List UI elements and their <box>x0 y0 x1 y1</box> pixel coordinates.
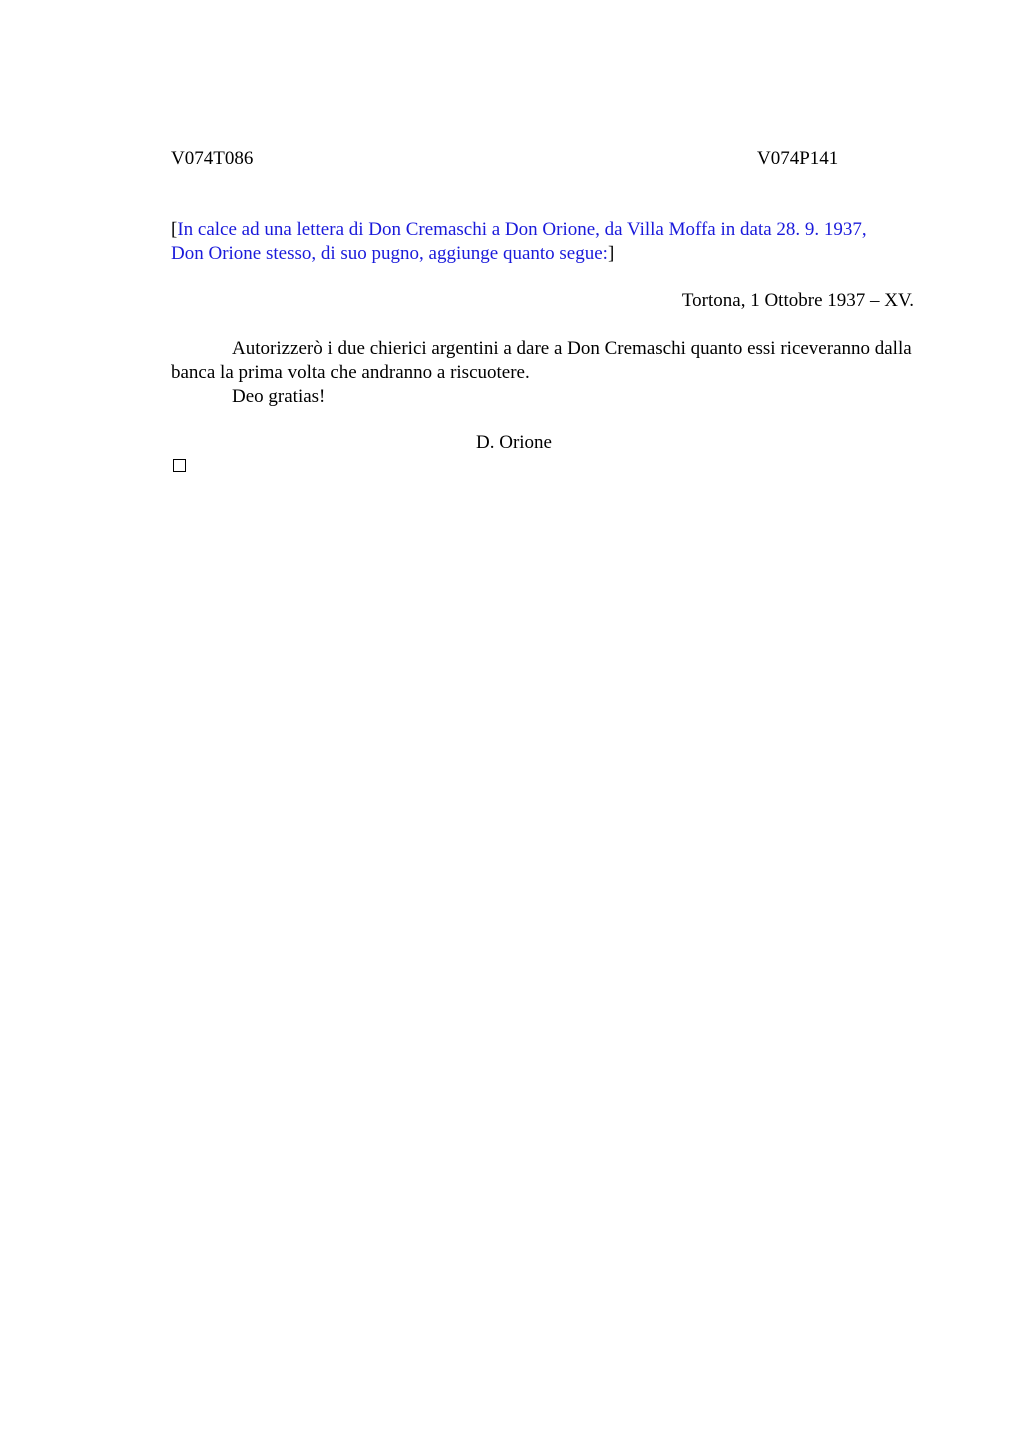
document-code-right: V074P141 <box>757 148 839 169</box>
letter-signature: D. Orione <box>476 432 552 453</box>
note-text: In calce ad una lettera di Don Cremaschi a Don Orione, da Villa Moffa in data 28. 9. 1937, Don Orione stesso, di suo pugno, aggiunge quanto segue: <box>171 219 867 264</box>
end-of-text-square-icon <box>173 459 186 472</box>
letter-paragraph: Deo gratias! <box>232 386 326 407</box>
letter-body <box>171 337 931 409</box>
editorial-note <box>171 218 901 266</box>
note-close-bracket: ] <box>607 243 615 264</box>
letter-dateline: Tortona, 1 Ottobre 1937 – XV. <box>681 290 914 311</box>
note-open-bracket: [ <box>171 219 178 240</box>
letter-paragraph: Autorizzerò i due chierici argentini a dare a Don Cremaschi quanto essi riceveranno dalla banca la prima volta che andranno a riscuotere. <box>171 338 912 383</box>
document-code-left: V074T086 <box>171 148 254 169</box>
